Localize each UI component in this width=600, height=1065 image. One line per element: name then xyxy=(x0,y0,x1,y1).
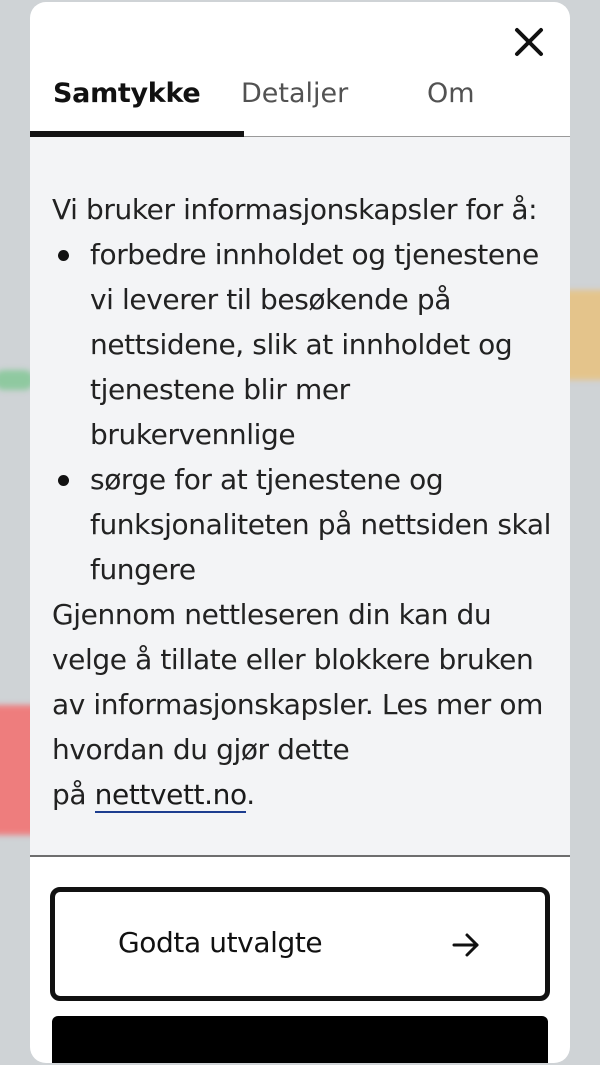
cookie-consent-dialog xyxy=(30,2,570,1063)
tab-label: Om xyxy=(427,78,475,109)
close-icon xyxy=(512,22,546,60)
intro-text: Vi bruker informasjonskapsler for å: xyxy=(52,193,538,226)
consent-text xyxy=(52,187,557,817)
link-prefix: på xyxy=(52,778,95,811)
tab-samtykke[interactable] xyxy=(53,72,218,136)
purpose-list xyxy=(52,232,557,592)
accept-selected-button[interactable] xyxy=(50,887,550,1001)
consent-content-panel xyxy=(30,137,570,857)
body-text xyxy=(52,592,557,817)
tab-om[interactable] xyxy=(427,72,527,136)
arrow-right-icon xyxy=(452,932,480,958)
list-item: sørge for at tjenestene og funksjonaliteten på nettsiden skal fungere xyxy=(52,457,557,592)
background-green-block xyxy=(0,370,34,390)
tab-bar xyxy=(30,72,570,137)
tab-label: Detaljer xyxy=(241,78,349,109)
tab-label: Samtykke xyxy=(53,78,201,109)
list-item: forbedre innholdet og tjenestene vi leverer til besøkende på nettsidene, slik at innholdet og tjenestene blir mer brukervennlige xyxy=(52,232,557,457)
body-main-text: Gjennom nettleseren din kan du velge å tillate eller blokkere bruken av informasjonskapsler. Les mer om hvordan du gjør dette xyxy=(52,598,543,766)
close-button[interactable] xyxy=(512,22,546,60)
accept-selected-label: Godta utvalgte xyxy=(118,926,323,959)
link-suffix: . xyxy=(246,778,255,811)
nettvett-link[interactable]: nettvett.no xyxy=(94,778,247,811)
accept-all-button[interactable] xyxy=(52,1016,548,1063)
tab-detaljer[interactable] xyxy=(241,72,381,136)
